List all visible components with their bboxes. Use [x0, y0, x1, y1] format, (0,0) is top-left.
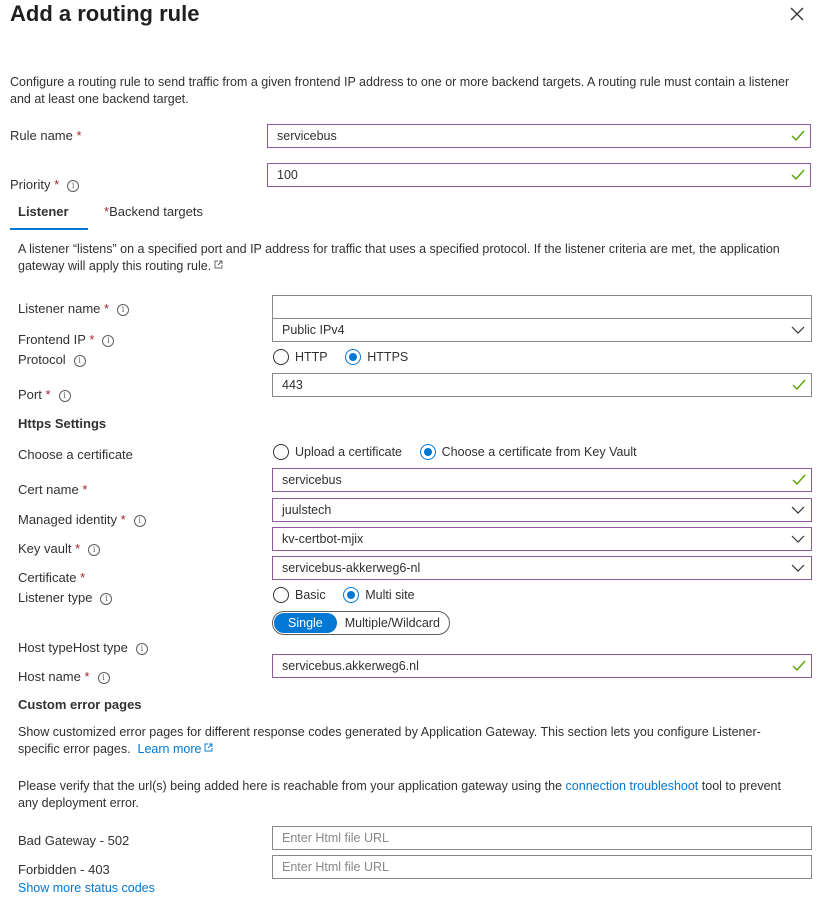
info-icon[interactable]: i: [88, 544, 100, 556]
port-label: Port * i: [18, 387, 71, 403]
learn-more-link[interactable]: Learn more: [138, 742, 214, 756]
chevron-down-icon: [791, 534, 805, 544]
close-button[interactable]: [786, 3, 808, 25]
radio-label: Basic: [295, 587, 326, 602]
host-type-multiple-wildcard[interactable]: Multiple/Wildcard: [344, 616, 440, 630]
radio-key-vault-certificate[interactable]: [420, 444, 436, 460]
info-icon[interactable]: i: [136, 643, 148, 655]
valid-check-icon: [792, 659, 806, 673]
key-vault-dropdown[interactable]: kv-certbot-mjix: [272, 527, 812, 551]
info-icon[interactable]: i: [100, 593, 112, 605]
radio-upload-certificate[interactable]: [273, 444, 289, 460]
chevron-down-icon: [791, 325, 805, 335]
valid-check-icon: [792, 473, 806, 487]
cert-name-input[interactable]: servicebus: [272, 468, 812, 492]
radio-label: Choose a certificate from Key Vault: [441, 444, 637, 459]
managed-identity-label: Managed identity * i: [18, 512, 146, 528]
chevron-down-icon: [791, 505, 805, 515]
choose-certificate-label: Choose a certificate: [18, 447, 133, 462]
info-icon[interactable]: i: [74, 355, 86, 367]
frontend-ip-dropdown[interactable]: Public IPv4: [272, 318, 812, 342]
radio-https[interactable]: [345, 349, 361, 365]
radio-basic[interactable]: [273, 587, 289, 603]
radio-label: HTTPS: [367, 349, 409, 364]
forbidden-url-input[interactable]: Enter Html file URL: [272, 855, 812, 879]
key-vault-label: Key vault * i: [18, 541, 100, 557]
verify-text: Please verify that the url(s) being added here is reachable from your application gateway using the connection troubleshoot tool to prevent any deployment error.: [18, 779, 781, 810]
port-input[interactable]: 443: [272, 373, 812, 397]
connection-troubleshoot-link[interactable]: connection troubleshoot: [565, 779, 699, 793]
protocol-label: Protocol i: [18, 352, 86, 368]
chevron-down-icon: [791, 563, 805, 573]
info-icon[interactable]: i: [134, 515, 146, 527]
radio-multi-site[interactable]: [343, 587, 359, 603]
radio-label: HTTP: [295, 349, 328, 364]
https-settings-heading: Https Settings: [18, 416, 107, 431]
custom-errors-description: Show customized error pages for different response codes generated by Application Gateway. This section lets you configure Listener-specific error pages. Learn more: [18, 725, 761, 756]
bad-gateway-url-input[interactable]: Enter Html file URL: [272, 826, 812, 850]
rule-name-label: Rule name *: [10, 128, 82, 143]
tab-backend-targets[interactable]: *Backend targets: [104, 204, 204, 219]
valid-check-icon: [791, 168, 805, 182]
listener-type-label: Listener type i: [18, 590, 112, 606]
radio-label: Upload a certificate: [295, 444, 403, 459]
info-icon[interactable]: i: [67, 180, 79, 192]
rule-name-input[interactable]: servicebus: [267, 124, 811, 148]
close-icon: [786, 3, 808, 25]
tab-listener[interactable]: Listener: [18, 204, 69, 219]
host-type-label: Host typeHost type i: [18, 640, 148, 656]
intro-text: Configure a routing rule to send traffic from a given frontend IP address to one or more backend targets. A routing rule must contain a listener and at least one backend target.: [10, 75, 790, 106]
certificate-source-radio-group: [273, 443, 651, 460]
bad-gateway-label: Bad Gateway - 502: [18, 833, 130, 848]
info-icon[interactable]: i: [59, 390, 71, 402]
certificate-dropdown[interactable]: servicebus-akkerweg6-nl: [272, 556, 812, 580]
managed-identity-dropdown[interactable]: juulstech: [272, 498, 812, 522]
cert-name-label: Cert name *: [18, 482, 88, 497]
host-name-label: Host name * i: [18, 669, 110, 685]
listener-type-radio-group: [273, 586, 429, 603]
protocol-radio-group: [273, 348, 422, 365]
valid-check-icon: [791, 129, 805, 143]
tab-active-indicator: [10, 228, 88, 230]
listener-name-label: Listener name * i: [18, 301, 129, 317]
host-type-single[interactable]: Single: [274, 613, 337, 633]
listener-name-input[interactable]: [272, 295, 812, 319]
custom-error-pages-heading: Custom error pages: [18, 697, 142, 712]
radio-label: Multi site: [365, 587, 415, 602]
radio-http[interactable]: [273, 349, 289, 365]
certificate-label: Certificate *: [18, 570, 86, 585]
listener-intro-text: A listener “listens” on a specified port and IP address for traffic that uses a specified protocol. If the listener criteria are met, the application gateway will apply this routing rule.: [18, 242, 780, 273]
external-link-icon: [204, 743, 213, 752]
host-type-toggle[interactable]: [272, 611, 450, 635]
external-link-icon: [214, 260, 223, 269]
info-icon[interactable]: i: [102, 335, 114, 347]
info-icon[interactable]: i: [117, 304, 129, 316]
priority-input[interactable]: 100: [267, 163, 811, 187]
frontend-ip-label: Frontend IP * i: [18, 332, 114, 348]
show-more-status-codes-link[interactable]: Show more status codes: [18, 881, 155, 895]
valid-check-icon: [792, 378, 806, 392]
panel-title: Add a routing rule: [10, 1, 200, 26]
forbidden-label: Forbidden - 403: [18, 862, 110, 877]
host-name-input[interactable]: servicebus.akkerweg6.nl: [272, 654, 812, 678]
priority-label: Priority * i: [10, 177, 79, 193]
info-icon[interactable]: i: [98, 672, 110, 684]
